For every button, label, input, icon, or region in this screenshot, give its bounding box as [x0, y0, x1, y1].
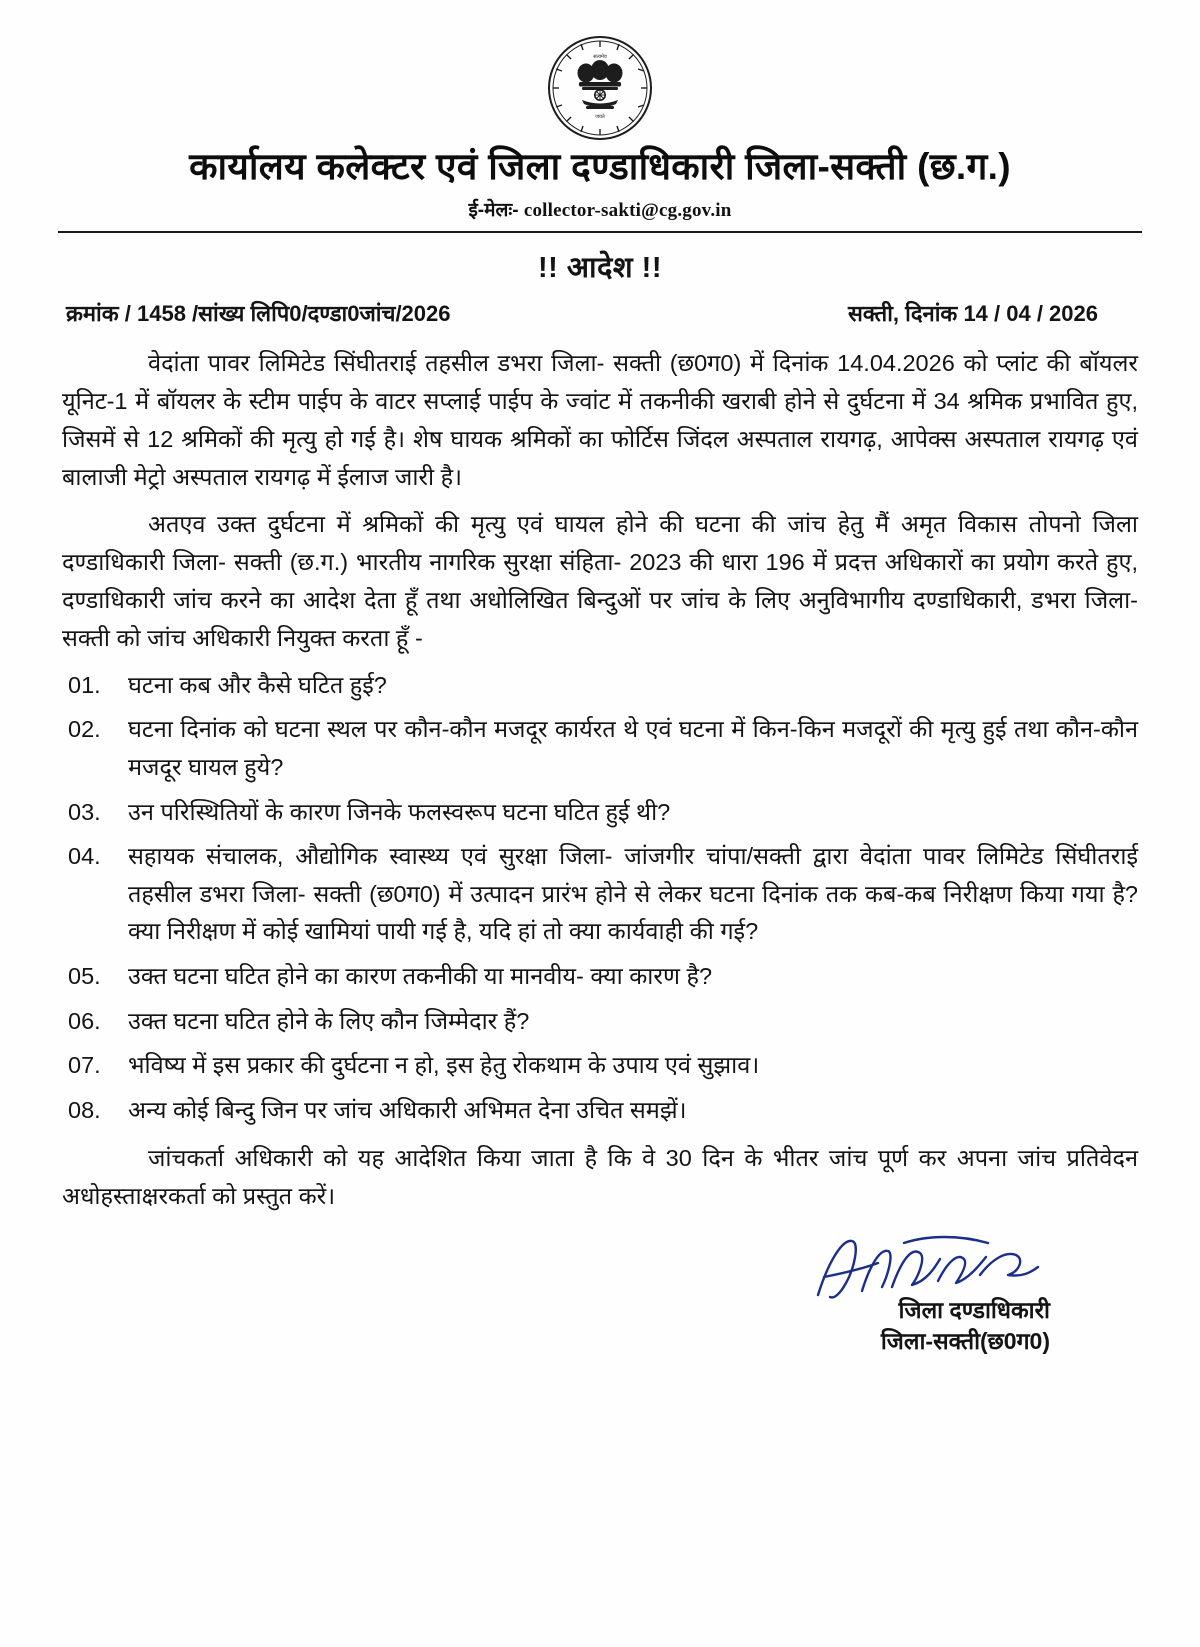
svg-text:सत्यमेव: सत्यमेव — [593, 55, 607, 60]
inquiry-points-list — [58, 667, 1142, 1130]
list-item — [62, 794, 1138, 832]
point-text: उक्त घटना घटित होने के लिए कौन जिम्मेदार हैं? — [128, 1007, 530, 1034]
email-address: collector-sakti@cg.gov.in — [523, 200, 732, 222]
emblem-container — [58, 34, 1142, 142]
email-label: ई-मेलः- — [468, 200, 519, 222]
handwritten-signature — [800, 1229, 1050, 1307]
list-item — [62, 667, 1138, 705]
list-item — [62, 1003, 1138, 1041]
point-number: 08. — [68, 1096, 101, 1123]
office-title: कार्यालय कलेक्टर एवं जिला दण्डाधिकारी जिला-सक्ती (छ.ग.) — [189, 146, 1011, 187]
point-number: 07. — [68, 1052, 101, 1079]
point-number: 02. — [68, 716, 101, 743]
paragraph-order: अतएव उक्त दुर्घटना में श्रमिकों की मृत्यु एवं घायल होने की घटना की जांच हेतु मैं अमृत विकास तोपनो जिला दण्डाधिकारी जिला- सक्ती (छ.ग.) भारतीय नागरिक सुरक्षा संहिता- 2023 की धारा 196 में प्रदत्त अधिकारों का प्रयोग करते हुए, दण्डाधिकारी जांच करने का आदेश देता हूँ तथा अधोलिखित बिन्दुओं पर जांच के लिए अनुविभागीय दण्डाधिकारी, डभरा जिला- सक्ती को जांच अधिकारी नियुक्त करता हूँ - — [62, 510, 1138, 651]
list-item — [62, 1047, 1138, 1085]
reference-number: क्रमांक / 1458 /सांख्य लिपि0/दण्डा0जांच/2026 — [66, 301, 451, 327]
reference-row — [58, 298, 1142, 328]
point-text: भविष्य में इस प्रकार की दुर्घटना न हो, इस हेतु रोकथाम के उपाय एवं सुझाव। — [128, 1052, 760, 1079]
order-heading: !! आदेश !! — [537, 252, 662, 285]
signature-block — [58, 1229, 1142, 1357]
list-item — [62, 1092, 1138, 1130]
email-line — [58, 196, 1142, 222]
national-emblem-icon — [546, 34, 654, 142]
point-text: घटना कब और कैसे घटित हुई? — [128, 671, 387, 698]
signature-designation-line2: जिला-सक्ती(छ0ग0) — [880, 1328, 1050, 1355]
closing-paragraph: जांचकर्ता अधिकारी को यह आदेशित किया जाता है कि वे 30 दिन के भीतर जांच पूर्ण कर अपना जांच प्रतिवेदन अधोहस्ताक्षरकर्ता को प्रस्तुत करें। — [62, 1145, 1138, 1210]
signature-designation-line1: जिला दण्डाधिकारी — [898, 1297, 1050, 1324]
list-item — [62, 958, 1138, 996]
list-item — [62, 838, 1138, 951]
point-number: 06. — [68, 1007, 101, 1034]
point-text: उक्त घटना घटित होने का कारण तकनीकी या मानवीय- क्या कारण है? — [128, 962, 713, 989]
point-text: अन्य कोई बिन्दु जिन पर जांच अधिकारी अभिमत देना उचित समझें। — [128, 1096, 687, 1123]
svg-text:जयते: जयते — [595, 115, 605, 120]
header-divider — [58, 231, 1142, 233]
point-number: 03. — [68, 798, 101, 825]
place-and-date: सक्ती, दिनांक 14 / 04 / 2026 — [848, 301, 1098, 327]
point-text: सहायक संचालक, औद्योगिक स्वास्थ्य एवं सुरक्षा जिला- जांजगीर चांपा/सक्ती द्वारा वेदांता पावर लिमिटेड सिंघीतराई तहसील डभरा जिला- सक्ती (छ0ग0) में उत्पादन प्रारंभ होने से लेकर घटना दिनांक तक कब-कब निरीक्षण किया गया है? क्या निरीक्षण में कोई खामियां पायी गई है, यदि हां तो क्या कार्यवाही की गई? — [128, 843, 1138, 945]
point-number: 04. — [68, 843, 101, 870]
point-text: उन परिस्थितियों के कारण जिनके फलस्वरूप घटना घटित हुई थी? — [128, 798, 671, 825]
point-number: 05. — [68, 962, 101, 989]
paragraph-incident: वेदांता पावर लिमिटेड सिंघीतराई तहसील डभरा जिला- सक्ती (छ0ग0) में दिनांक 14.04.2026 को प्लांट की बॉयलर यूनिट-1 में बॉयलर के स्टीम पाईप के वाटर सप्लाई पाईप के ज्वांट में तकनीकी खराबी होने से दुर्घटना में 34 श्रमिक प्रभावित हुए, जिसमें से 12 श्रमिकों की मृत्यु हो गई है। शेष घायक श्रमिकों का फोर्टिस जिंदल अस्पताल रायगढ़, आपेक्स अस्पताल रायगढ़ एवं बालाजी मेट्रो अस्पताल रायगढ़ में ईलाज जारी है। — [62, 350, 1138, 491]
point-text: घटना दिनांक को घटना स्थल पर कौन-कौन मजदूर कार्यरत थे एवं घटना में किन-किन मजदूरों की मृत्यु हुई तथा कौन-कौन मजदूर घायल हुये? — [128, 716, 1138, 780]
point-number: 01. — [68, 671, 101, 698]
list-item — [62, 711, 1138, 786]
